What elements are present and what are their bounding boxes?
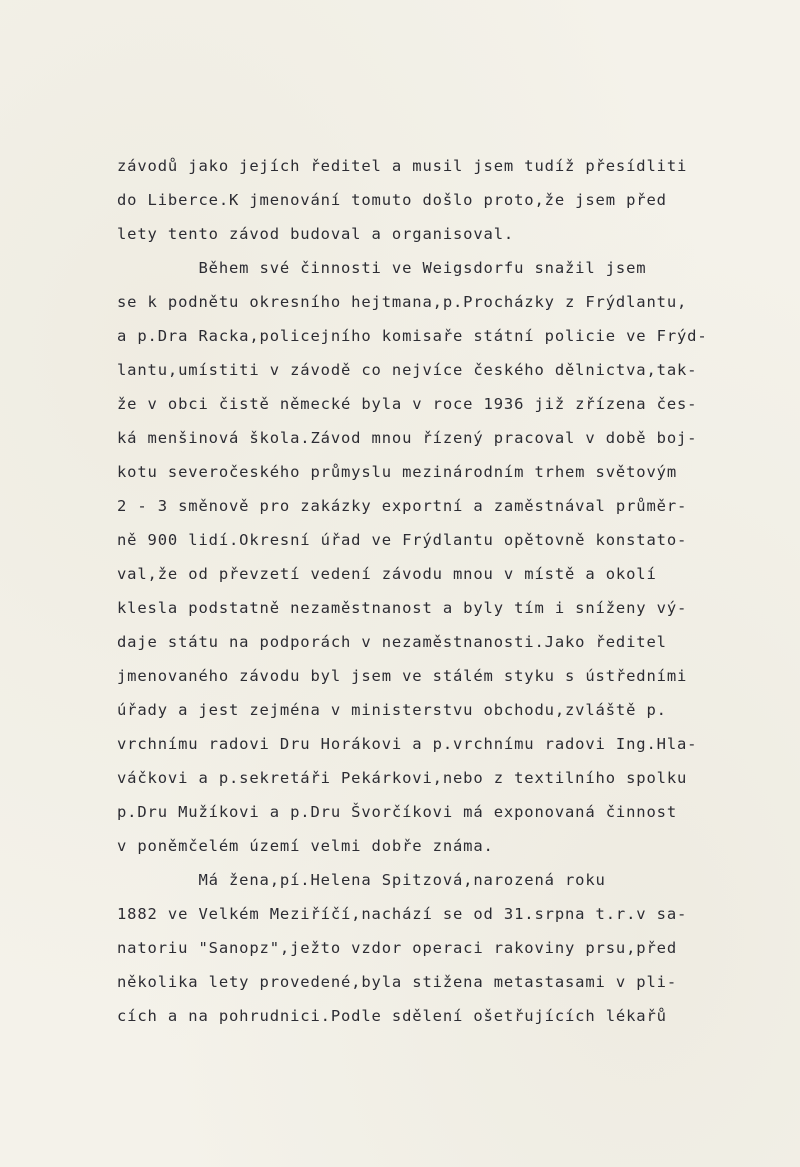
text-line: se k podnětu okresního hejtmana,p.Procházky z Frýdlantu,	[117, 293, 688, 311]
text-line: cích a na pohrudnici.Podle sdělení ošetřujících lékařů	[117, 1007, 667, 1025]
text-line: ně 900 lidí.Okresní úřad ve Frýdlantu opětovně konstato-	[117, 531, 688, 549]
text-line: p.Dru Mužíkovi a p.Dru Švorčíkovi má exponovaná činnost	[117, 803, 677, 821]
text-line: kotu severočeského průmyslu mezinárodním trhem světovým	[117, 463, 677, 481]
text-line: lantu,umístiti v závodě co nejvíce českého dělnictva,tak-	[117, 361, 698, 379]
text-line: jmenovaného závodu byl jsem ve stálém styku s ústředními	[117, 667, 688, 685]
text-line: váčkovi a p.sekretáři Pekárkovi,nebo z textilního spolku	[117, 769, 688, 787]
text-line: do Liberce.K jmenování tomuto došlo proto,že jsem před	[117, 191, 667, 209]
text-line: val,že od převzetí vedení závodu mnou v místě a okolí	[117, 565, 657, 583]
text-line: že v obci čistě německé byla v roce 1936 již zřízena čes-	[117, 395, 698, 413]
text-line: lety tento závod budoval a organisoval.	[117, 225, 515, 243]
text-line: ká menšinová škola.Závod mnou řízený pracoval v době boj-	[117, 429, 698, 447]
text-line: Má žena,pí.Helena Spitzová,narozená roku	[117, 871, 606, 889]
text-line: klesla podstatně nezaměstnanost a byly tím i sníženy vý-	[117, 599, 688, 617]
text-line: závodů jako jejích ředitel a musil jsem tudíž přesídliti	[117, 157, 688, 175]
text-line: daje státu na podporách v nezaměstnanosti.Jako ředitel	[117, 633, 667, 651]
text-line: vrchnímu radovi Dru Horákovi a p.vrchnímu radovi Ing.Hla-	[117, 735, 698, 753]
text-line: natoriu "Sanopz",ježto vzdor operaci rakoviny prsu,před	[117, 939, 677, 957]
text-line: několika lety provedené,byla stižena metastasami v pli-	[117, 973, 677, 991]
text-line: úřady a jest zejména v ministerstvu obchodu,zvláště p.	[117, 701, 667, 719]
text-line: Během své činnosti ve Weigsdorfu snažil jsem	[117, 259, 647, 277]
text-line: 2 - 3 směnově pro zakázky exportní a zaměstnával průměr-	[117, 497, 688, 515]
text-line: v poněmčelém území velmi dobře známa.	[117, 837, 494, 855]
text-line: 1882 ve Velkém Meziříčí,nachází se od 31.srpna t.r.v sa-	[117, 905, 688, 923]
text-line: a p.Dra Racka,policejního komisaře státní policie ve Frýd-	[117, 327, 708, 345]
